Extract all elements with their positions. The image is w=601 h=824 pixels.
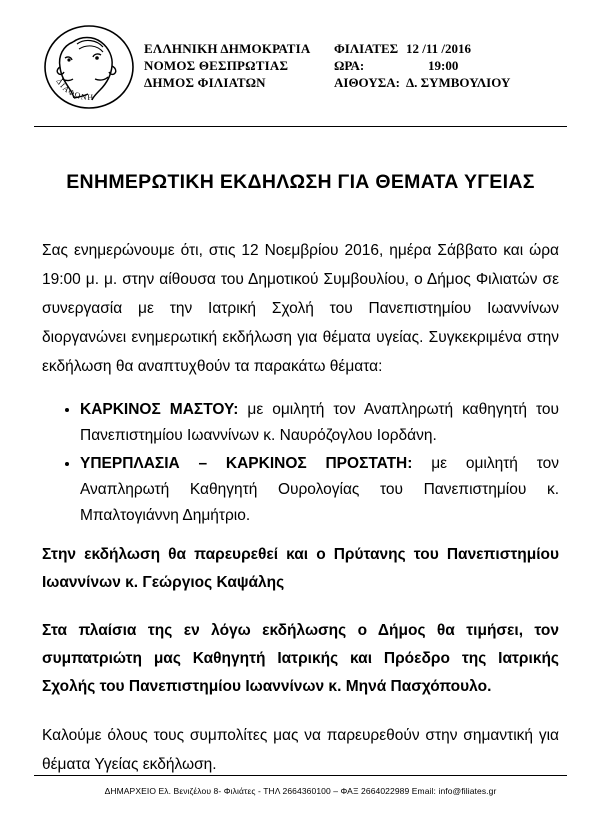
- header-line-prefecture: ΝΟΜΟΣ ΘΕΣΠΡΩΤΙΑΣ: [144, 58, 289, 73]
- intro-paragraph: Σας ενημερώνουμε ότι, στις 12 Νοεμβρίου 2016, ημέρα Σάββατο και ώρα 19:00 μ. μ. στην αίθουσα του Δημοτικού Συμβουλίου, ο Δήμος Φιλιατών σε συνεργασία με την Ιατρική Σχολή του Πανεπιστημίου Ιωαννίνων διοργανώνει ενημερωτική εκδήλωση για θέματα υγείας. Συγκεκριμένα στην εκδήλωση θα αναπτυχθούν τα παρακάτω θέματα:: [42, 242, 559, 375]
- list-item: [80, 451, 559, 529]
- document-header: [0, 0, 601, 110]
- header-text-block: [144, 22, 567, 91]
- footer-contact-info: ΔΗΜΑΡΧΕΙΟ Ελ. Βενιζέλου 8- Φιλιάτες - ΤΗΛ 2664360100 – ΦΑΞ 2664022989 Email: info@filiates.gr: [104, 786, 497, 796]
- document-body: [0, 236, 601, 779]
- header-field-time: [334, 57, 567, 74]
- header-field-date-label: ΦΙΛΙΑΤΕΣ: [334, 41, 399, 56]
- header-field-date: [334, 40, 567, 57]
- header-line-municipality: ΔΗΜΟΣ ΦΙΛΙΑΤΩΝ: [144, 75, 266, 90]
- rector-paragraph: Στην εκδήλωση θα παρευρεθεί και ο Πρύτανης του Πανεπιστημίου Ιωαννίνων κ. Γεώργιος Καψάλης: [42, 546, 559, 591]
- header-field-date-value: 12 /11 /2016: [406, 41, 472, 56]
- topic-detail: με ομιλητή τον Αναπληρωτή Καθηγητή Ουρολογίας του Πανεπιστημίου κ. Μπαλτογιάννη Δημήτριο.: [80, 455, 559, 524]
- honoree-paragraph: Στα πλαίσια της εν λόγω εκδήλωσης ο Δήμος θα τιμήσει, τον συμπατριώτη μας Καθηγητή Ιατρικής και Πρόεδρο της Ιατρικής Σχολής του Πανεπιστημίου Ιωαννίνων κ. Μηνά Πασχόπουλο.: [42, 622, 559, 695]
- list-item: [80, 397, 559, 449]
- header-field-time-value: 19:00: [428, 58, 459, 73]
- header-left-column: [144, 40, 334, 91]
- page-title: ΕΝΗΜΕΡΩΤΙΚΗ ΕΚΔΗΛΩΣΗ ΓΙΑ ΘΕΜΑΤΑ ΥΓΕΙΑΣ: [66, 171, 535, 193]
- header-field-room: [334, 74, 567, 91]
- topic-title: ΚΑΡΚΙΝΟΣ ΜΑΣΤΟΥ:: [80, 401, 239, 418]
- header-field-time-label: ΩΡΑ:: [334, 58, 365, 73]
- header-line-country: ΕΛΛΗΝΙΚΗ ΔΗΜΟΚΡΑΤΙΑ: [144, 41, 311, 56]
- topic-title: ΥΠΕΡΠΛΑΣΙΑ – ΚΑΡΚΙΝΟΣ ΠΡΟΣΤΑΤΗ:: [80, 455, 413, 472]
- footer-divider: [34, 775, 567, 776]
- header-right-column: [334, 40, 567, 91]
- header-field-room-label: ΑΙΘΟΥΣΑ:: [334, 75, 400, 90]
- emblem-caption: ΔΙΑΦΩΝΗ: [54, 76, 95, 102]
- municipality-emblem-icon: [34, 22, 144, 110]
- header-field-room-value: Δ. ΣΥΜΒΟΥΛΙΟΥ: [405, 75, 511, 90]
- closing-paragraph: Καλούμε όλους τους συμπολίτες μας να παρευρεθούν στην σημαντική για θέματα Υγείας εκδήλωση.: [42, 727, 559, 773]
- header-divider: [34, 126, 567, 127]
- topic-detail: με ομιλητή τον Αναπληρωτή καθηγητή του Πανεπιστημίου Ιωαννίνων κ. Ναυρόζογλου Ιορδάνη.: [80, 401, 560, 444]
- topics-list: [42, 397, 559, 529]
